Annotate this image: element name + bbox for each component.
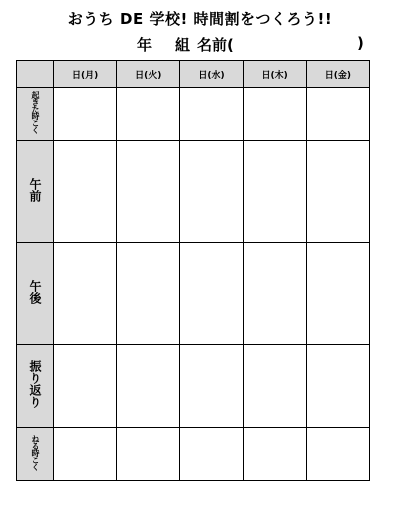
cell-afternoon-thu[interactable] <box>243 243 306 345</box>
row-label-reflection: 振り返り <box>17 345 54 428</box>
cell-morning-tue[interactable] <box>117 141 180 243</box>
name-line <box>0 34 400 54</box>
page-title: おうち DE 学校! 時間割をつくろう!! <box>67 10 333 28</box>
name-close-paren: ) <box>357 34 364 52</box>
timetable <box>16 60 370 481</box>
row-label-bed-time: ねる時こく <box>17 428 54 481</box>
cell-reflection-thu[interactable] <box>243 345 306 428</box>
row-afternoon <box>17 243 370 345</box>
cell-bed-thu[interactable] <box>243 428 306 481</box>
cell-morning-thu[interactable] <box>243 141 306 243</box>
cell-wake-mon[interactable] <box>54 88 117 141</box>
cell-wake-thu[interactable] <box>243 88 306 141</box>
day-header-tue: 日(火) <box>117 61 180 88</box>
cell-bed-tue[interactable] <box>117 428 180 481</box>
cell-wake-tue[interactable] <box>117 88 180 141</box>
cell-reflection-tue[interactable] <box>117 345 180 428</box>
cell-bed-mon[interactable] <box>54 428 117 481</box>
grade-label: 年 <box>137 36 153 54</box>
cell-afternoon-fri[interactable] <box>306 243 369 345</box>
cell-reflection-fri[interactable] <box>306 345 369 428</box>
cell-wake-fri[interactable] <box>306 88 369 141</box>
header-row <box>17 61 370 88</box>
cell-afternoon-mon[interactable] <box>54 243 117 345</box>
cell-bed-wed[interactable] <box>180 428 243 481</box>
day-header-fri: 日(金) <box>306 61 369 88</box>
day-header-thu: 日(木) <box>243 61 306 88</box>
row-bed-time <box>17 428 370 481</box>
cell-morning-fri[interactable] <box>306 141 369 243</box>
cell-afternoon-wed[interactable] <box>180 243 243 345</box>
cell-afternoon-tue[interactable] <box>117 243 180 345</box>
day-header-wed: 日(水) <box>180 61 243 88</box>
row-wake-time <box>17 88 370 141</box>
row-label-wake-time: 起きた時こく <box>17 88 54 141</box>
day-header-mon: 日(月) <box>54 61 117 88</box>
cell-morning-wed[interactable] <box>180 141 243 243</box>
row-reflection <box>17 345 370 428</box>
corner-cell <box>17 61 54 88</box>
row-label-morning: 午前 <box>17 141 54 243</box>
row-morning <box>17 141 370 243</box>
cell-morning-mon[interactable] <box>54 141 117 243</box>
cell-bed-fri[interactable] <box>306 428 369 481</box>
name-label: 名前( <box>197 36 234 54</box>
cell-reflection-wed[interactable] <box>180 345 243 428</box>
row-label-afternoon: 午後 <box>17 243 54 345</box>
cell-wake-wed[interactable] <box>180 88 243 141</box>
cell-reflection-mon[interactable] <box>54 345 117 428</box>
class-label: 組 <box>175 36 191 54</box>
